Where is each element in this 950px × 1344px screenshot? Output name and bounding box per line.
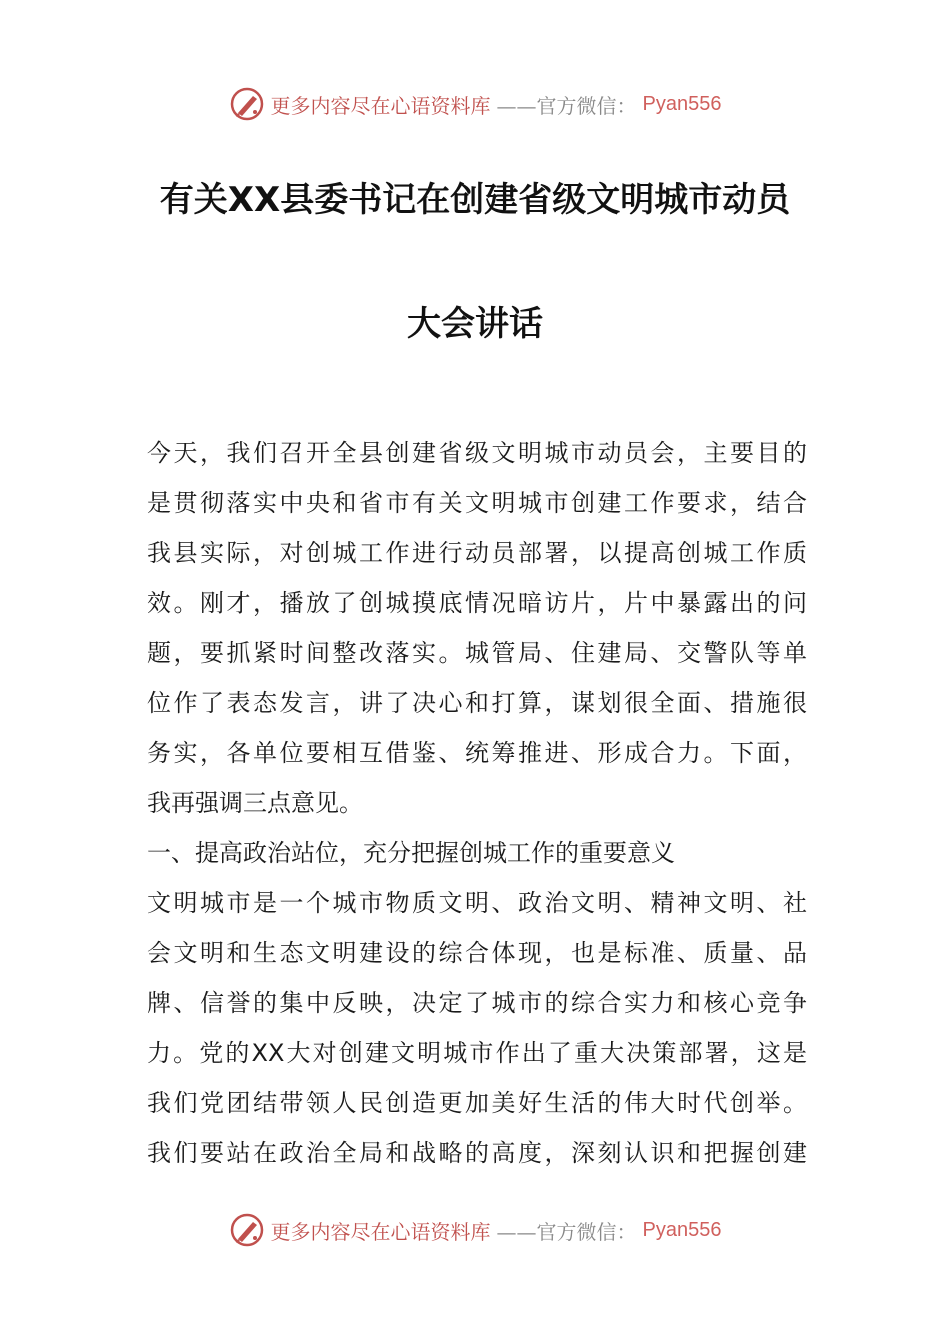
- header-watermark: [0, 84, 950, 124]
- pen-logo-icon: [229, 1212, 265, 1248]
- body-line: 会文明和生态文明建设的综合体现，也是标准、质量、品: [147, 939, 807, 967]
- body-line: 文明城市是一个城市物质文明、政治文明、精神文明、社: [147, 889, 807, 917]
- body-line: 今天，我们召开全县创建省级文明城市动员会，主要目的: [147, 439, 807, 467]
- watermark-wechat-id: Pyan556: [642, 1218, 722, 1241]
- body-line: 题，要抓紧时间整改落实。城管局、住建局、交警队等单: [147, 639, 807, 667]
- document-title-line-1: 有关XX县委书记在创建省级文明城市动员: [159, 180, 791, 220]
- document-title-line-2: 大会讲话: [407, 304, 543, 344]
- footer-watermark: [0, 1210, 950, 1250]
- watermark-official: ——官方微信：: [496, 1219, 637, 1244]
- watermark-official: ——官方微信：: [496, 93, 637, 118]
- body-line: 力。党的XX大对创建文明城市作出了重大决策部署，这是: [147, 1039, 807, 1067]
- watermark-brand: 更多内容尽在心语资料库: [270, 93, 491, 118]
- watermark-wechat-id: Pyan556: [642, 92, 722, 115]
- body-line: 我再强调三点意见。: [147, 789, 363, 817]
- body-line: 我县实际，对创城工作进行动员部署，以提高创城工作质: [147, 539, 807, 567]
- watermark-brand: 更多内容尽在心语资料库: [270, 1219, 491, 1244]
- body-line: 务实，各单位要相互借鉴、统筹推进、形成合力。下面，: [147, 739, 807, 767]
- body-line: 是贯彻落实中央和省市有关文明城市创建工作要求，结合: [147, 489, 807, 517]
- document-body: [147, 428, 807, 1178]
- pen-logo-icon: [229, 86, 265, 122]
- body-line: 我们要站在政治全局和战略的高度，深刻认识和把握创建: [147, 1139, 807, 1167]
- body-line: 位作了表态发言，讲了决心和打算，谋划很全面、措施很: [147, 689, 807, 717]
- body-line: 牌、信誉的集中反映，决定了城市的综合实力和核心竞争: [147, 989, 807, 1017]
- body-line: 效。刚才，播放了创城摸底情况暗访片，片中暴露出的问: [147, 589, 807, 617]
- body-line: 我们党团结带领人民创造更加美好生活的伟大时代创举。: [147, 1089, 807, 1117]
- section-heading: 一、提高政治站位，充分把握创城工作的重要意义: [147, 839, 675, 867]
